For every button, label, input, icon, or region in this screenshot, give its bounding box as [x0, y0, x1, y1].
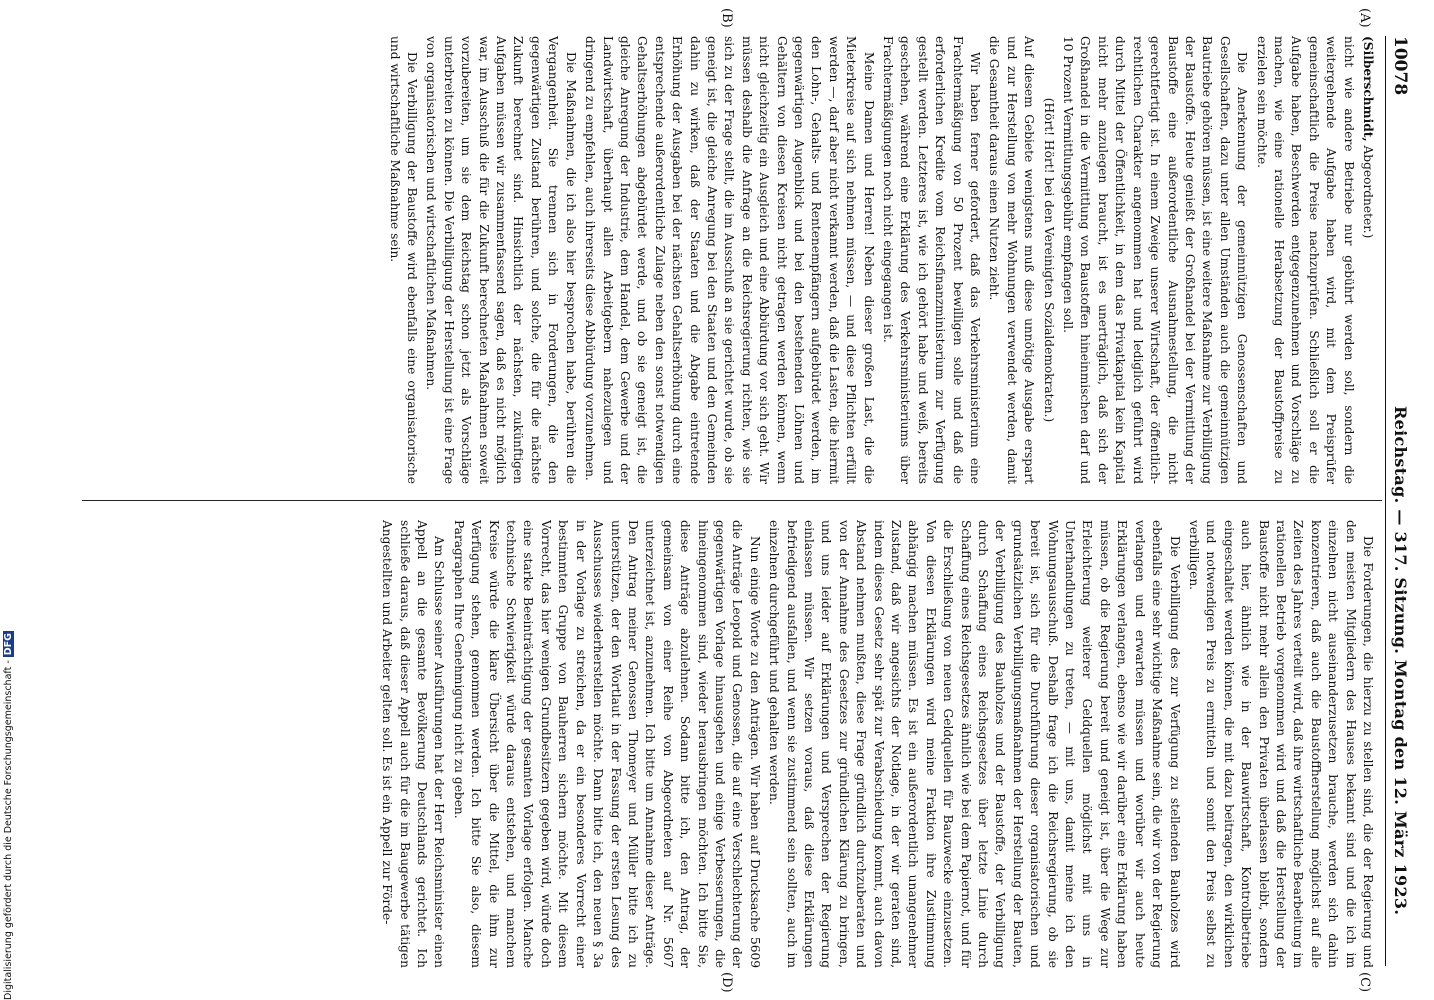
speaker-name: (Silberschmidt, — [1361, 36, 1375, 142]
paragraph: Wir haben ferner gefordert, daß das Verkehrsministerium eine Frachtermäßigung von 50 Prozent bewilligen solle und daß die erforderlichen Kredite vom Reichsfinanzministerium zur Verfügung gestellt werden. Letzteres ist, wie ich gehört habe und weiß, bereits geschehen, während eine Erklärung des Verkehrsministeriums über Frachtermäßigungen noch nicht eingegangen ist. — [881, 36, 983, 484]
right-column — [76, 520, 1376, 968]
speaker-role: Abgeordneter.) — [1361, 145, 1375, 239]
running-head: Reichstag. — 317. Sitzung. Montag den 12. März 1923. — [1391, 406, 1410, 916]
margin-marker-c: (C) — [1357, 972, 1372, 993]
paragraph: Nun einige Worte zu den Anträgen. Wir haben auf Drucksache 5609 die Anträge Leopold und Genossen, die auf eine Verschlechterung der gegenwärtigen Vorlage hinausgehen und einige Verbesserungen, die hineingenommen sind, wieder herausbringen möchten. Ich bitte Sie, diese Anträge abzulehnen. Sodann bitte ich, den Antrag, der gemeinsam von einer Reihe von Abgeordneten auf Nr. 5607 unterzeichnet ist, anzunehmen. Ich bitte um Annahme dieser Anträge. Den Antrag meiner Genossen Thomeyer und Müller bitte ich zu unterstützen, der den Wortlaut in der Fassung der ersten Lesung des Ausschusses wiederherstellen möchte. Dann bitte ich, den neuen § 3a in der Vorlage zu streichen, da er ein besonderes Vorrecht einer bestimmten Gruppe von Bauherren sichern möchte. Mit diesem Vorrecht, das hier wenigen Grundbesitzern gegeben wird, würde doch eine starke Beeinträchtigung der gesamten Vorlage erfolgen. Manche technische Schwierigkeit würde daraus entstehen, und manchem Kreise würde die klare Übersicht über die Mittel, die ihm zur Verfügung stehen, genommen werden. Ich bitte Sie also, diesem Paragraphen Ihre Genehmigung nicht zu geben. — [451, 520, 762, 968]
left-column — [76, 36, 1376, 484]
page-header — [1385, 36, 1410, 966]
paragraph: Die Maßnahmen, die ich also hier besprochen habe, berühren die Vergangenheit. Sie trennen sich in Forderungen, die den gegenwärtigen Zustand berühren, und solche, die für die nächste Zukunft berechnet sind. Hinsichtlich der nächsten, zukünftigen Aufgaben müssen wir zusammenfassend sagen, daß es nicht möglich war, im Ausschuß die für die Zukunft berechneten Maßnahmen soweit vorzubereiten, um sie dem Reichstag schon jetzt als Vorschläge unterbreiten zu können. Die Verbilligung der Herstellung ist eine Frage von organisatorischen und wirtschaftlichen Maßnahmen. — [424, 36, 578, 484]
margin-marker-b: (B) — [719, 8, 734, 28]
paragraph: Am Schlusse seiner Ausführungen hat der Herr Reichsminister einen Appell an die gesamte Bevölkerung Deutschlands gerichtet. Ich schließe daraus, daß dieser Appell auch für die im Baugewerbe tätigen Angestellten und Arbeiter gelten soll. Es ist ein Appell zur Förde- — [380, 520, 447, 968]
column-divider — [82, 500, 1382, 501]
paragraph: Die Anerkennung der gemeinnützigen Genossenschaften und Gesellschaften, dazu unter allen Umständen auch die gemeinnützigen Bautriebe gehören müssen, ist eine weitere Maßnahme zur Verbilligung der Baustoffe. Heute genießt der Großhandel bei der Vermittlung der Baustoffe eine außerordentliche Ausnahmestellung, die nicht gerechtfertigt ist. In einem Zweige unserer Wirtschaft, der öffentlich-rechtlichen Charakter angenommen hat und lediglich geführt wird durch Mittel der Öffentlichkeit, in dem das Privatkapital kein Kapital nicht mehr anzulegen braucht, ist es unerträglich, daß sich der Großhandel in die Vermittlung von Baustoffen hineinmischen darf und 10 Prozent Vermittlungsgebühr empfangen soll. — [1061, 36, 1250, 484]
page-number: 10078 — [1390, 36, 1410, 96]
paragraph: Auf diesem Gebiete wenigstens muß diese unnötige Ausgabe erspart und zur Herstellung von mehr Wohnungen verwendet werden, damit die Gesamtheit daraus einen Nutzen zieht. — [987, 36, 1037, 484]
paragraph: nicht wie andere Betriebe nur gebührt werden soll, sondern die weitergehende Aufgabe haben wird, mit dem Preisprüfer gemeinschaftlich die Preise nachzuprüfen. Schließlich soll er die Aufgabe haben, Beschwerden entgegenzunehmen und Vorschläge zu machen, wie eine rationelle Herabsetzung der Baustoffpreise zu erzielen sein möchte. — [1254, 36, 1356, 484]
margin-marker-a: (A) — [1357, 8, 1372, 28]
digitization-credit — [3, 620, 17, 1000]
interjection: (Hört! Hört! bei den Vereinigten Sozialdemokraten.) — [1041, 97, 1056, 423]
paragraph: Die Verbilligung der Baustoffe wird ebenfalls eine organisatorische und wirtschaftliche Maßnahme sein. — [387, 36, 420, 484]
margin-marker-d: (D) — [719, 972, 734, 993]
document-page — [14, 0, 1434, 1000]
paragraph: Die Verbilligung des zur Verfügung zu stellenden Bauholzes wird ebenfalls eine sehr wichtige Maßnahme sein, die wir von der Regierung verlangen und erwarten müssen und worüber wir auch heute Erklärungen verlangen, ebenso wie wir darüber eine Erklärung haben müssen, ob die Regierung bereit und geneigt ist, über die Wege zur Erleichterung weiterer Geldquellen möglichst mit uns in Unterhandlungen zu treten, — mit uns, damit meine ich den Wohnungsausschuß. Deshalb frage ich die Reichsregierung, ob sie bereit ist, sich für die Durchführung dieser organisatorischen und grundsätzlichen Verbilligungsmaßnahmen der Herstellung der Bauten, der Verbilligung des Bauholzes und der Baustoffe, der Verbilligung durch Schaffung eines Reichsgesetzes über letzte Linie durch Schaffung eines Reichsgesetzes ähnlich wie bei dem Papiernot, und für die Erschließung von neuen Geldquellen für Bauzwecke einzusetzen. Von diesen Erklärungen wird meine Fraktion ihre Zustimmung abhängig machen müssen. Es ist ein außerordentlich unangenehmer Zustand, daß wir angesichts der Notlage, in der wir geraten sind, indem dieses Gesetz sehr spät zur Verabschiedung kommt, auch davon Abstand nehmen mußten, diese Frage gründlich durchzuberaten und von der Annahme des Gesetzes zur gründlichen Klärung zu bringen, und uns leider auf Erklärungen und Versprechen der Regierung einlassen müssen. Wir setzen voraus, daß diese Erklärungen befriedigend ausfallen, und wenn sie zustimmend sein sollten, auch im einzelnen durchgeführt und gehalten werden. — [767, 520, 1182, 968]
speaker-line — [1359, 36, 1376, 484]
dfg-logo: DFG — [3, 633, 14, 656]
credit-text: Digitalisierung gefördert durch die Deutsche Forschungsgemeinschaft - — [3, 660, 14, 1000]
paragraph: Die Forderungen, die hierzu zu stellen sind, die der Regierung und den meisten Mitgliedern des Hauses bekannt sind und die ich im einzelnen nicht auseinanderzusetzen brauche, werden sich dahin konzentrieren, daß auch die Baustoffherstellung möglichst auf alle Zeiten des Jahres verteilt wird, daß ihre wirtschaftliche Bearbeitung im rationellen Betrieb vorgenommen wird und daß die Herstellung der Baustoffe nicht mehr allein den Privaten überlassen bleibt, sondern auch hier, ähnlich wie in der Bauwirtschaft, Kontrollbetriebe eingeschaltet werden können, die mit dazu beitragen, den wirklichen und notwendigen Preis zu ermitteln und somit den Preis selbst zu verbilligen. — [1186, 520, 1375, 968]
paragraph: Meine Damen und Herren! Neben dieser großen Last, die die Mieterkreise auf sich nehmen müssen, — und diese Pflichten erfüllt werden —, darf aber nicht verkannt werden, daß die Lasten, die hiermit den Lohn-, Gehalts- und Rentenempfängern aufgebürdet werden, im gegenwärtigen Augenblick und bei den bestehenden Löhnen und Gehältern von diesen Kreisen nicht getragen werden können, wenn nicht gleichzeitig ein Ausgleich und eine Abbürdung vor sich geht. Wir müssen deshalb die Anfrage an die Reichsregierung richten, wie sie sich zu der Frage stellt, die im Ausschuß an sie gerichtet wurde, ob sie geneigt ist, die gleiche Anregung bei den Staaten und den Gemeinden dahin zu wirken, daß der Staaten und die Abgabe eintretende Erhöhung der Ausgaben bei der nächsten Gehaltserhöhung durch eine entsprechende außerordentliche Zulage neben den sonst notwendigen Gehaltserhöhungen abgebürdet werde, und ob sie geneigt ist, die gleiche Anregung der Industrie, dem Handel, dem Gewerbe und der Landwirtschaft, überhaupt allen Arbeitgebern nahezulegen und dringend zu empfehlen, auch ihrerseits diese Abbürdung vorzunehmen. — [583, 36, 876, 484]
